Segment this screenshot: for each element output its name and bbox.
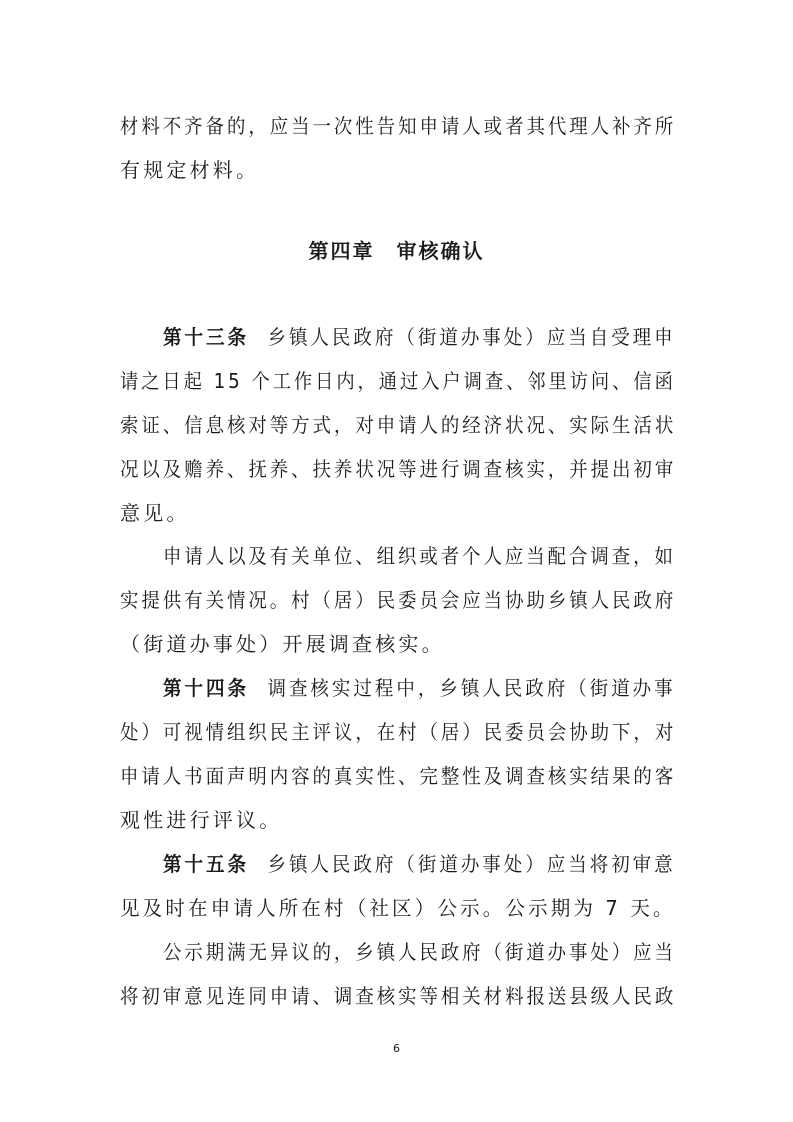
chapter-title: 审核确认 — [396, 239, 485, 263]
article-13-line: 意见。 — [120, 501, 190, 525]
article-15-label: 第十五条 — [163, 852, 249, 876]
article-15-text: 乡镇人民政府（街道办事处）应当将初审意 — [267, 852, 676, 876]
article-14-line: 处）可视情组织民主评议，在村（居）民委员会协助下，对 — [120, 720, 677, 744]
article-13-text: 乡镇人民政府（街道办事处）应当自受理申 — [267, 325, 676, 349]
article-15-line — [163, 852, 676, 876]
chapter-number: 第四章 — [308, 239, 375, 263]
paragraph-line: 申请人以及有关单位、组织或者个人应当配合调查，如 — [163, 544, 676, 568]
chapter-heading — [0, 239, 793, 263]
page-number: 6 — [393, 1042, 400, 1055]
article-13-line: 索证、信息核对等方式，对申请人的经济状况、实际生活状 — [120, 413, 677, 437]
article-13-line — [163, 325, 676, 349]
article-13-label: 第十三条 — [163, 325, 249, 349]
paragraph-line: 公示期满无异议的，乡镇人民政府（街道办事处）应当 — [163, 940, 676, 964]
article-14-line: 申请人书面声明内容的真实性、完整性及调查核实结果的客 — [120, 764, 677, 788]
paragraph-line: （街道办事处）开展调查核实。 — [120, 632, 445, 656]
paragraph-line: 将初审意见连同申请、调查核实等相关材料报送县级人民政 — [120, 984, 677, 1008]
continued-text-line: 材料不齐备的，应当一次性告知申请人或者其代理人补齐所 — [120, 114, 677, 138]
article-13-line: 况以及赡养、抚养、扶养状况等进行调查核实，并提出初审 — [120, 457, 677, 481]
article-14-line: 观性进行评议。 — [120, 808, 283, 832]
paragraph-line: 实提供有关情况。村（居）民委员会应当协助乡镇人民政府 — [120, 588, 677, 612]
article-13-line: 请之日起 15 个工作日内，通过入户调查、邻里访问、信函 — [120, 369, 676, 393]
continued-text-line: 有规定材料。 — [120, 158, 260, 182]
article-15-line: 见及时在申请人所在村（社区）公示。公示期为 7 天。 — [120, 896, 676, 920]
article-14-text: 调查核实过程中，乡镇人民政府（街道办事 — [267, 676, 676, 700]
article-14-line — [163, 676, 676, 700]
article-14-label: 第十四条 — [163, 676, 249, 700]
